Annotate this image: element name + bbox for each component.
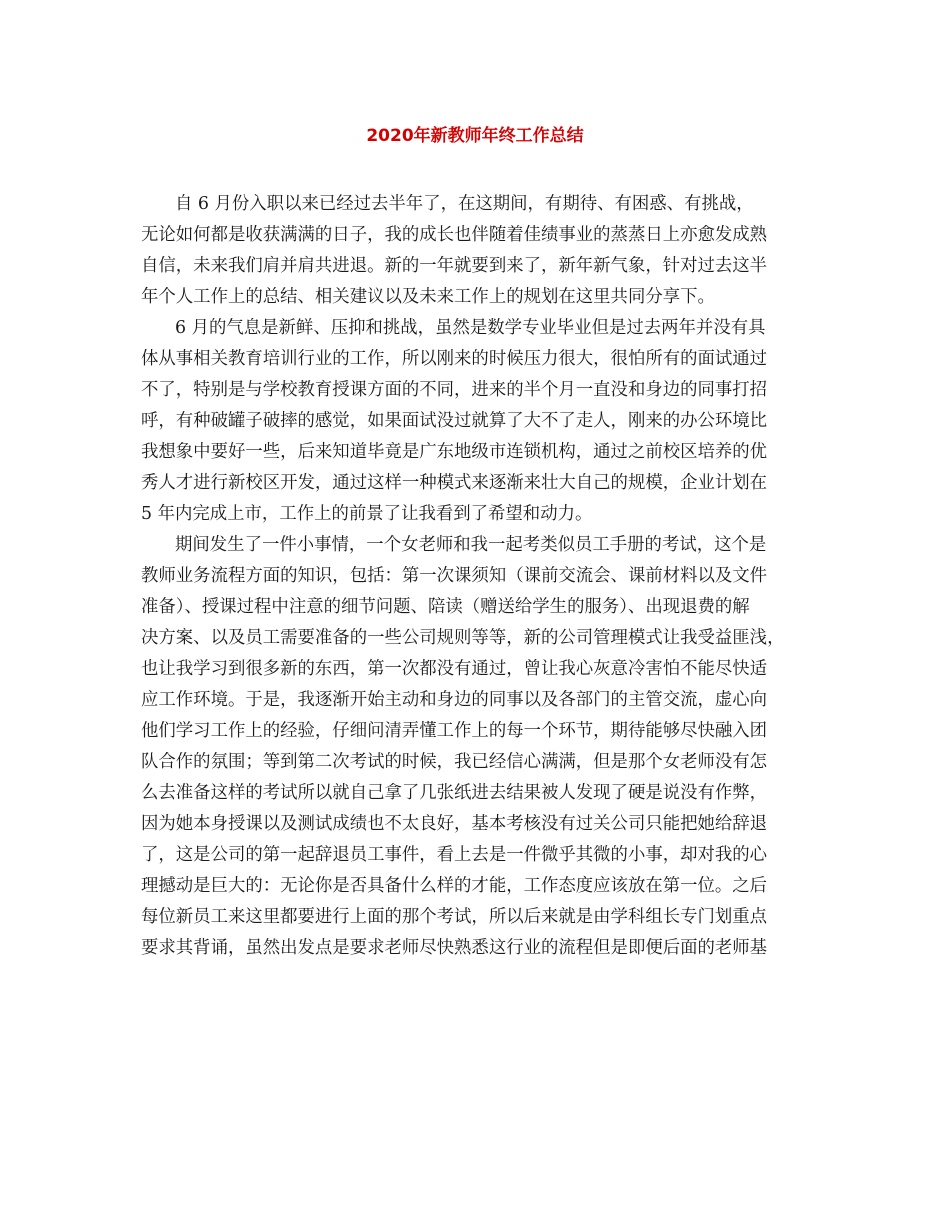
paragraph-line: 5 年内完成上市，工作上的前景了让我看到了希望和动力。 — [141, 504, 593, 524]
paragraph-line: 期间发生了一件小事情，一个女老师和我一起考类似员工手册的考试，这个是 — [175, 535, 767, 555]
paragraph-line: 也让我学习到很多新的东西，第一次都没有通过，曾让我心灰意冷害怕不能尽快适 — [141, 659, 768, 679]
paragraph-line: 体从事相关教育培训行业的工作，所以刚来的时候压力很大，很怕所有的面试通过 — [141, 349, 768, 369]
paragraph-line: 因为她本身授课以及测试成绩也不太良好，基本考核没有过关公司只能把她给辞退 — [141, 814, 768, 834]
paragraph-line: 6 月的气息是新鲜、压抑和挑战，虽然是数学专业毕业但是过去两年并没有具 — [175, 318, 766, 338]
paragraph-line: 应工作环境。于是，我逐渐开始主动和身边的同事以及各部门的主管交流，虚心向 — [141, 690, 768, 710]
paragraph-line: 准备）、授课过程中注意的细节问题、陪读（赠送给学生的服务）、出现退费的解 — [141, 597, 750, 617]
paragraph-line: 他们学习工作上的经验，仔细问清弄懂工作上的每一个环节，期待能够尽快融入团 — [141, 721, 768, 741]
paragraph-line: 了，这是公司的第一起辞退员工事件，看上去是一件微乎其微的小事，却对我的心 — [141, 845, 768, 865]
paragraph-line: 无论如何都是收获满满的日子，我的成长也伴随着佳绩事业的蒸蒸日上亦愈发成熟 — [141, 225, 768, 245]
paragraph-line: 么去准备这样的考试所以就自己拿了几张纸进去结果被人发现了硬是说没有作弊， — [141, 783, 768, 803]
document-body — [141, 189, 809, 964]
paragraph-line: 年个人工作上的总结、相关建议以及未来工作上的规划在这里共同分享下。 — [141, 287, 715, 307]
paragraph-line: 要求其背诵，虽然出发点是要求老师尽快熟悉这行业的流程但是即便后面的老师基 — [141, 938, 768, 958]
paragraph-line: 自 6 月份入职以来已经过去半年了，在这期间，有期待、有困惑、有挑战， — [175, 194, 754, 214]
document-title: 2020年新教师年终工作总结 — [366, 126, 584, 146]
paragraph-line: 不了，特别是与学校教育授课方面的不同，进来的半个月一直没和身边的同事打招 — [141, 380, 768, 400]
paragraph-line: 呼，有种破罐子破摔的感觉，如果面试没过就算了大不了走人，刚来的办公环境比 — [141, 411, 768, 431]
paragraph-line: 决方案、以及员工需要准备的一些公司规则等等，新的公司管理模式让我受益匪浅， — [141, 628, 785, 648]
paragraph-line: 自信，未来我们肩并肩共进退。新的一年就要到来了，新年新气象，针对过去这半 — [141, 256, 768, 276]
paragraph-line: 每位新员工来这里都要进行上面的那个考试，所以后来就是由学科组长专门划重点 — [141, 907, 768, 927]
paragraph-line: 队合作的氛围；等到第二次考试的时候，我已经信心满满，但是那个女老师没有怎 — [141, 752, 768, 772]
paragraph-line: 教师业务流程方面的知识，包括：第一次课须知（课前交流会、课前材料以及文件 — [141, 566, 768, 586]
paragraph-line: 我想象中要好一些，后来知道毕竟是广东地级市连锁机构，通过之前校区培养的优 — [141, 442, 768, 462]
paragraph-line: 理撼动是巨大的：无论你是否具备什么样的才能，工作态度应该放在第一位。之后 — [141, 876, 768, 896]
paragraph-line: 秀人才进行新校区开发，通过这样一种模式来逐渐来壮大自己的规模，企业计划在 — [141, 473, 768, 493]
